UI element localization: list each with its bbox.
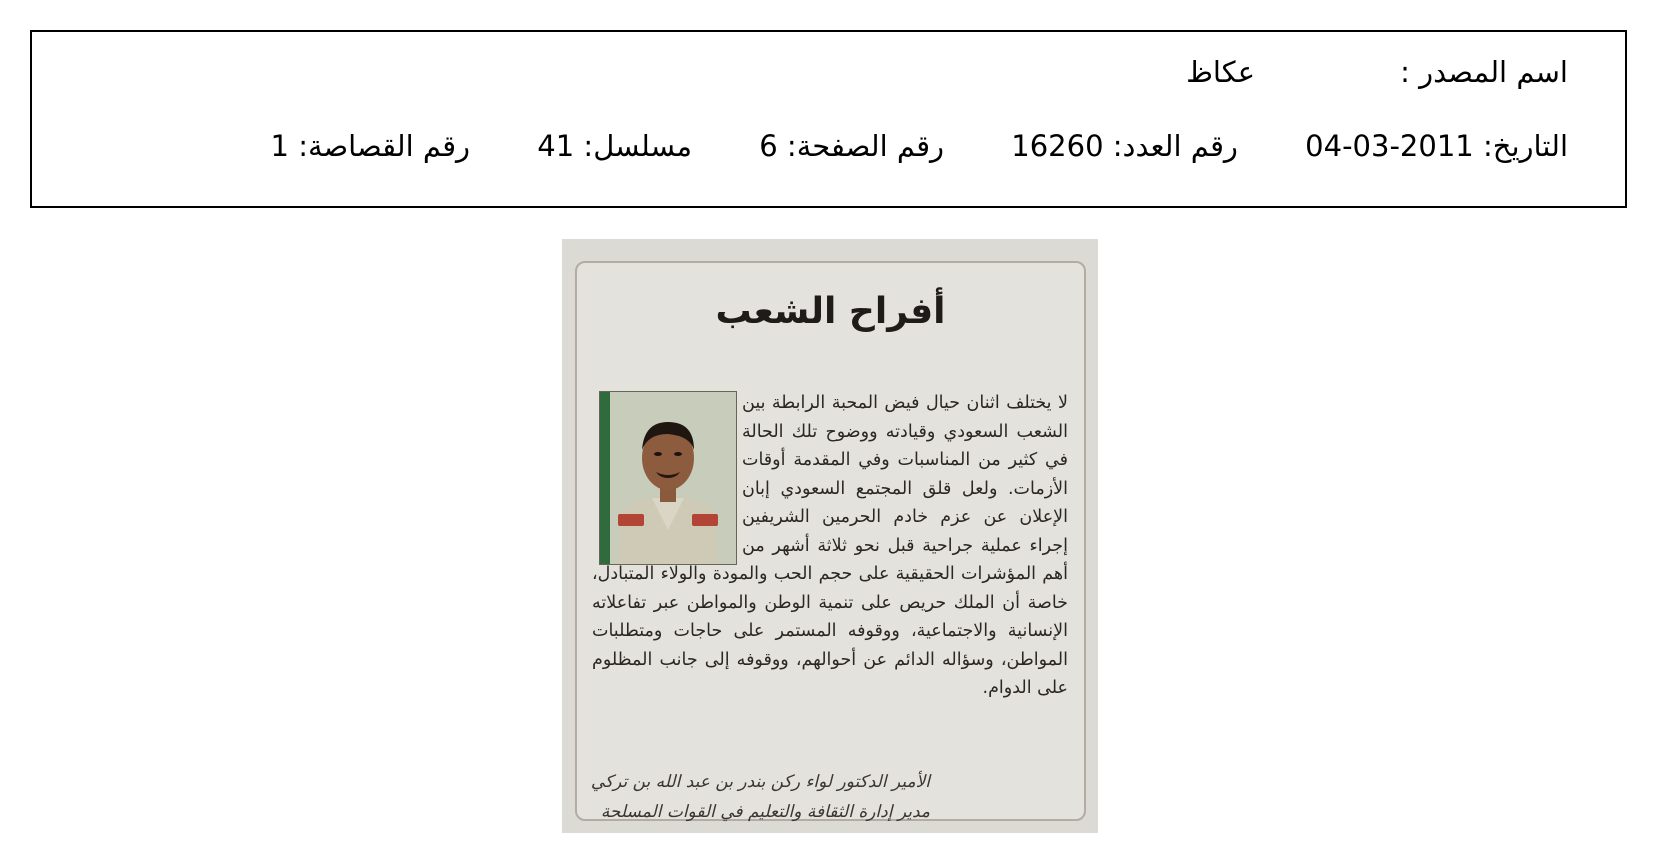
newspaper-clipping [562,239,1098,833]
page-label: رقم الصفحة: [786,129,945,163]
serial-value: 41 [537,129,575,163]
clipping-metadata-box [30,30,1627,208]
page-field [759,126,944,166]
author-position: مدير إدارة الثقافة والتعليم في القوات المسلحة [600,802,930,822]
article-frame [575,261,1086,821]
page-value: 6 [759,129,778,163]
clipping-value: 1 [270,129,289,163]
author-signature [570,767,930,827]
issue-field [1011,126,1238,166]
article-body-text: لا يختلف اثنان حيال فيض المحبة الرابطة بين الشعب السعودي وقيادته ووضوح تلك الحالة في كثير من المناسبات وفي المقدمة أوقات الأزمات. ولعل قلق المجتمع السعودي إبان الإعلان عن عزم خادم الحرمين الشريفين إجراء عملية جراحية قبل نحو ثلاثة أشهر من أهم المؤشرات الحقيقية على حجم الحب والمودة والولاء المتبادل، خاصة أن الملك حريص على تنمية الوطن والمواطن عبر تفاعلاته الإنسانية والاجتماعية، ووقوفه المستمر على حاجات ومتطلبات المواطن، وسؤاله الدائم عن أحوالهم، ووقوفه إلى جانب المظلوم على الدوام. [592,393,1068,698]
date-value: 2011-03-04 [1305,129,1474,163]
source-value: عكاظ [1186,55,1256,89]
serial-field [537,126,692,166]
details-row [271,126,1568,166]
source-row [1186,52,1568,92]
serial-label: مسلسل: [583,129,693,163]
date-field [1305,126,1568,166]
article-title: أفراح الشعب [715,291,946,332]
date-label: التاريخ: [1482,129,1568,163]
clipping-label: رقم القصاصة: [298,129,471,163]
issue-label: رقم العدد: [1112,129,1238,163]
source-label: اسم المصدر : [1400,55,1568,89]
photo-wrap-spacer [592,389,742,559]
clipping-field [271,126,471,166]
issue-value: 16260 [1011,129,1104,163]
author-name: الأمير الدكتور لواء ركن بندر بن عبد الله بن تركي [590,772,930,792]
article-body [592,389,1068,703]
